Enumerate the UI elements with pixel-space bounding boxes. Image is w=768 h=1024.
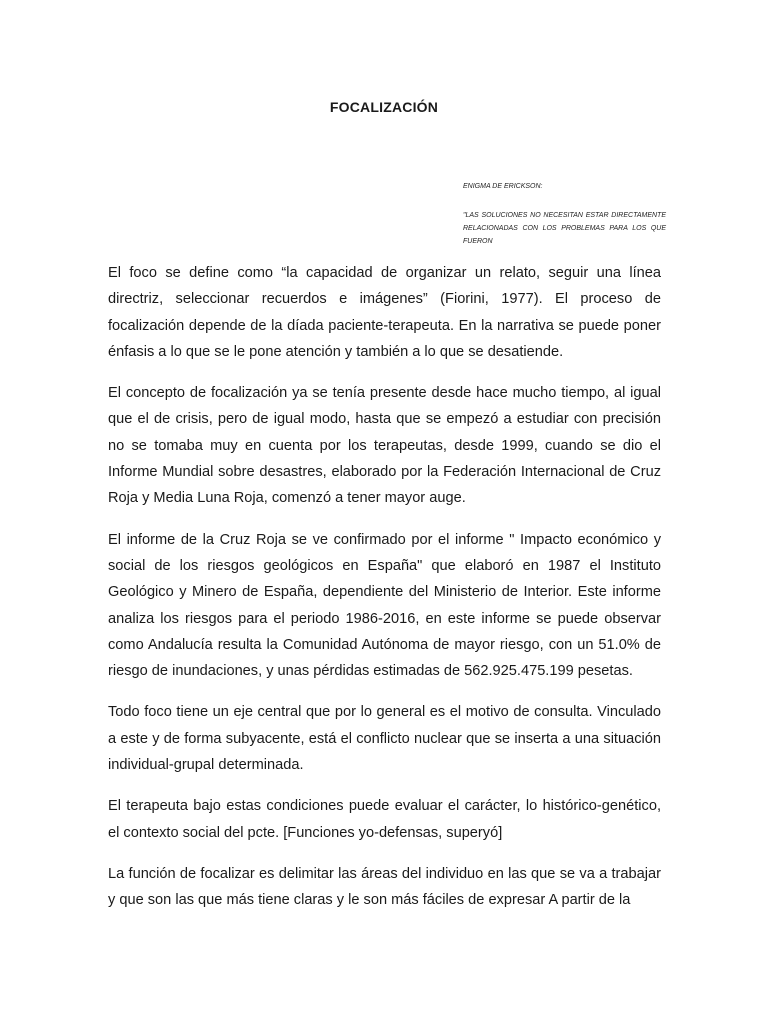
epigraph-title: ENIGMA DE ERICKSON:	[463, 183, 543, 190]
document-title: FOCALIZACIÓN	[329, 99, 439, 115]
paragraph: El terapeuta bajo estas condiciones puede evaluar el carácter, lo histórico-genético, el contexto social del pcte. [Funciones yo-defensas, superyó]	[108, 798, 661, 841]
paragraph: El concepto de focalización ya se tenía presente desde hace mucho tiempo, al igual que el de crisis, pero de igual modo, hasta que se empezó a estudiar con precisión no se tomaba muy en cuenta por los terapeutas, desde 1999, cuando se dio el Informe Mundial sobre desastres, elaborado por la Federación Internacional de Cruz Roja y Media Luna Roja, comenzó a tener mayor auge.	[108, 385, 661, 507]
document-body	[108, 260, 661, 929]
paragraph: El informe de la Cruz Roja se ve confirmado por el informe " Impacto económico y social de los riesgos geológicos en España" que elaboró en 1987 el Instituto Geológico y Minero de España, dependiente del Ministerio de Interior. Este informe analiza los riesgos para el periodo 1986-2016, en este informe se puede observar como Andalucía resulta la Comunidad Autónoma de mayor riesgo, con un 51.0% de riesgo de inundaciones, y unas pérdidas estimadas de 562.925.475.199 pesetas.	[108, 531, 661, 680]
paragraph: La función de focalizar es delimitar las áreas del individuo en las que se va a trabajar y que son las que más tiene claras y le son más fáciles de expresar A partir de la	[108, 865, 661, 909]
epigraph-quote: "LAS SOLUCIONES NO NECESITAN ESTAR DIRECTAMENTE RELACIONADAS CON LOS PROBLEMAS PARA LOS QUE FUERON	[463, 212, 666, 245]
paragraph: El foco se define como “la capacidad de organizar un relato, seguir una línea directriz, seleccionar recuerdos e imágenes” (Fiorini, 1977). El proceso de focalización depende de la díada paciente-terapeuta. En la narrativa se puede poner énfasis a lo que se le pone atención y también a lo que se desatiende.	[108, 265, 661, 360]
paragraph: Todo foco tiene un eje central que por lo general es el motivo de consulta. Vinculado a este y de forma subyacente, está el conflicto nuclear que se inserta a una situación individual-grupal determinada.	[108, 704, 661, 774]
